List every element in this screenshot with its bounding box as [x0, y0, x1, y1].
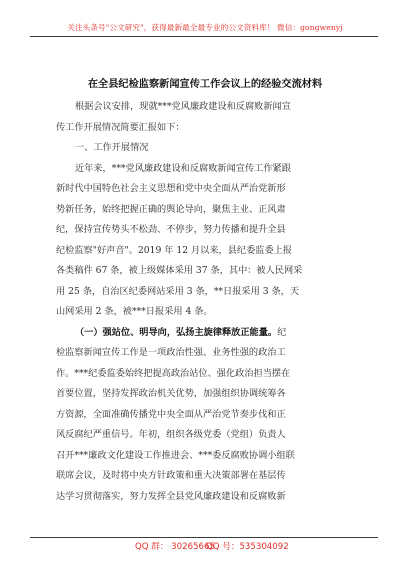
- body-line: 用 25 条，自治区纪委网站采用 3 条，**日报采用 3 条，天: [56, 285, 300, 297]
- body-line: 近年来，***党风廉政建设和反腐败新闻宣传工作紧跟: [75, 162, 291, 174]
- body-line: 新时代中国特色社会主义思想和党中央全面从严治党新形: [56, 183, 286, 194]
- body-line: 作。***纪委监委始终把提高政治站位、强化政治担当摆在: [56, 367, 291, 379]
- qq-number: QQ 号：535304092: [206, 542, 289, 552]
- subsection-heading: （一）强站位、明导向，弘扬主旋律释放正能量。: [75, 326, 278, 338]
- body-line: 传工作开展情况简要汇报如下：: [56, 121, 185, 133]
- qq-group-number: QQ 群： 30265665: [135, 542, 215, 552]
- body-line: 根据会议安排，现就***党风廉政建设和反腐败新闻宣: [75, 101, 291, 112]
- body-line: 风反腐纪严重信号。年初，组织各级党委（党组）负责人: [56, 429, 286, 440]
- body-line: 达学习贯彻落实，努力发挥全县党风廉政建设和反腐败新: [56, 490, 286, 502]
- document-title: 在全县纪检监察新闻宣传工作会议上的经验交流材料: [87, 79, 323, 90]
- subsection-line: [56, 323, 356, 344]
- header-divider: [30, 36, 378, 37]
- body-line: 势新任务，始终把握正确的舆论导向，聚焦主业、正风肃: [56, 203, 286, 215]
- body-line: 方资源，全面准确传播党中央全面从严治党节奏步伐和正: [56, 408, 286, 420]
- body-line: 召开***廉政文化建设工作推进会、***委反腐败协调小组联: [56, 449, 295, 461]
- body-line: 纪检监察"好声音"。2019 年 12 月以来，县纪委监委上报: [56, 244, 293, 256]
- body-line: 各类稿件 67 条，被上级媒体采用 37 条，其中：被人民网采: [56, 265, 303, 276]
- document-body: [56, 97, 356, 507]
- promo-header: 关注头条号"公文研究"，获得最新最全最专业的公文资料库！ 微信：gongwenyj: [67, 23, 343, 32]
- footer-divider: [30, 537, 378, 538]
- body-text: 纪: [277, 326, 287, 338]
- body-line: 联席会议，及时将中央方针政策和重大决策部署在基层传: [56, 470, 286, 481]
- body-line: 山网采用 2 条，被***日报采用 4 条。: [56, 306, 213, 317]
- section-heading: 一、工作开展情况: [75, 142, 149, 153]
- body-line: 纪，保持宣传势头不松劲、不停步，努力传播和提升全县: [56, 224, 286, 235]
- body-line: 首要位置，坚持发挥政治机关优势，加强组织协调统筹各: [56, 388, 286, 399]
- body-line: 检监察新闻宣传工作是一项政治性强、业务性强的政治工: [56, 347, 286, 358]
